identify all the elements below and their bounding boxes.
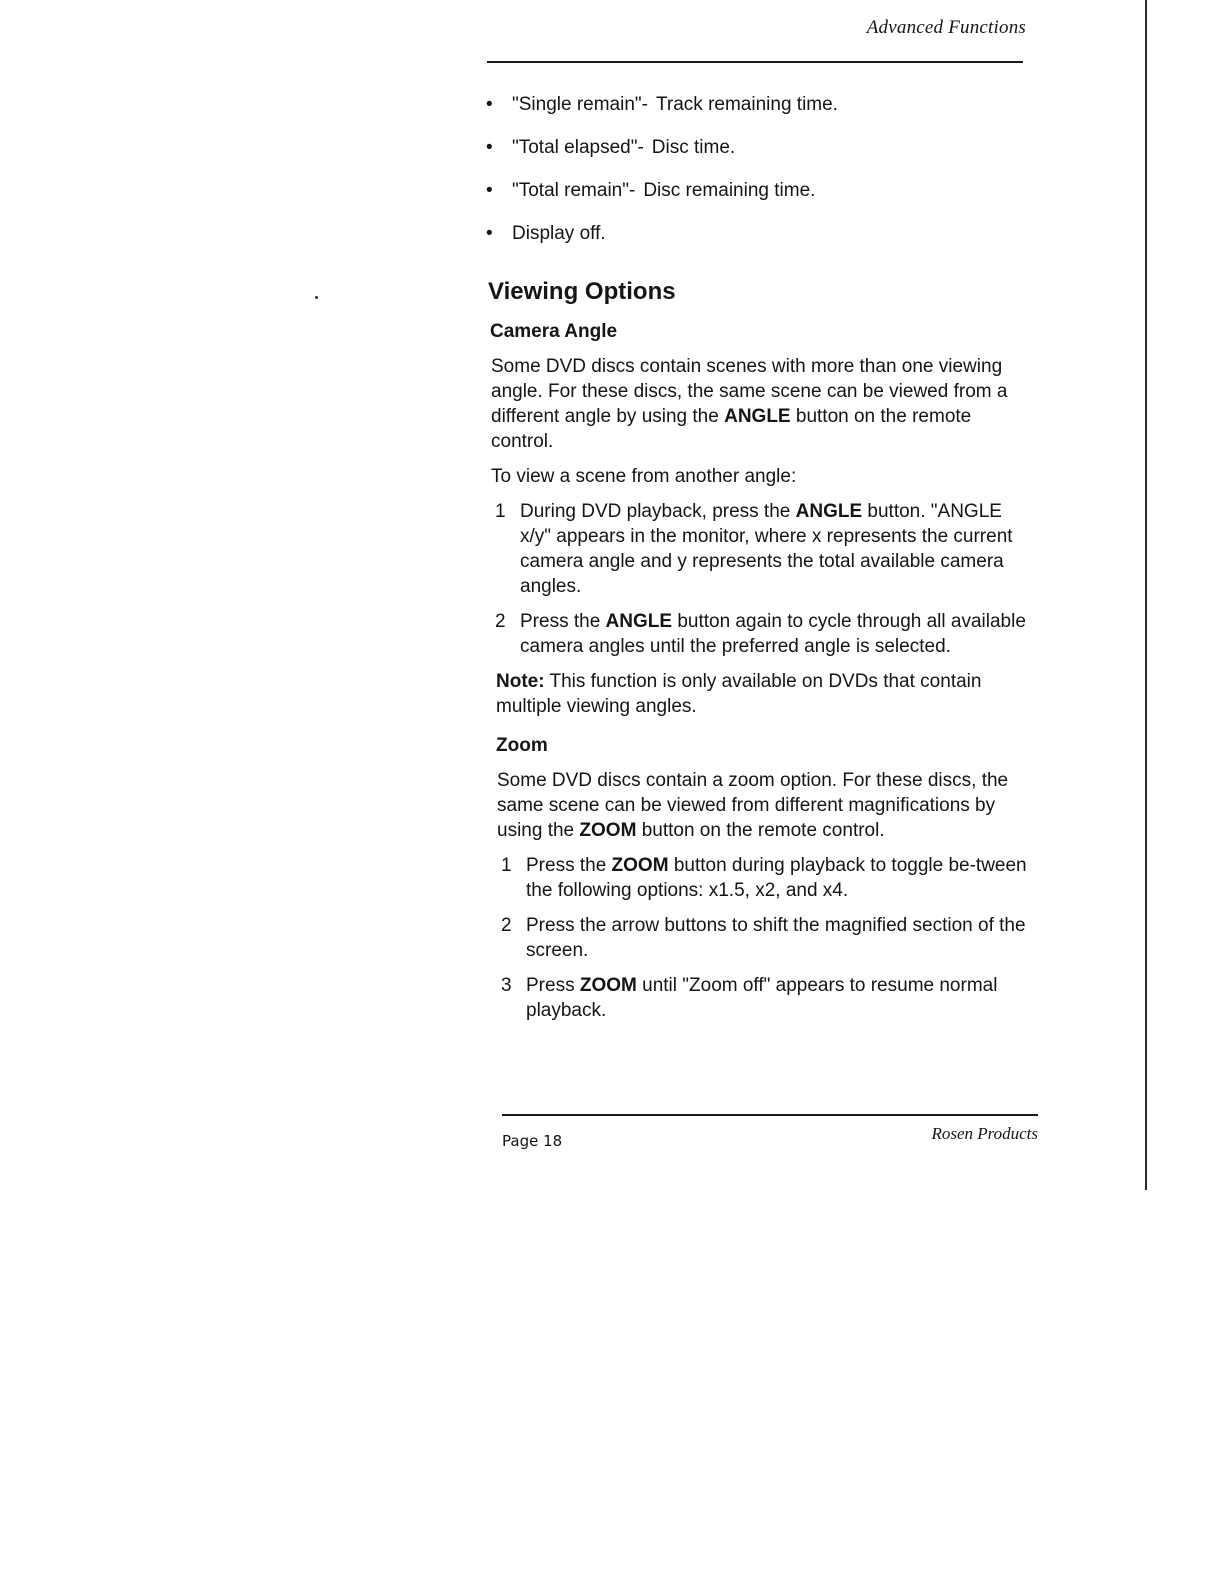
footer-rule	[502, 1114, 1038, 1116]
list-item-term: "Total remain"-	[512, 180, 636, 201]
step-keyword: ANGLE	[795, 501, 863, 522]
bullet-icon: •	[486, 180, 493, 201]
page-number: Page 18	[502, 1132, 563, 1150]
intro-text: button on the remote control.	[491, 406, 972, 452]
subheading-camera-angle: Camera Angle	[490, 321, 618, 342]
zoom-steps	[501, 853, 1046, 1023]
page-content	[486, 92, 1046, 1033]
scan-speck	[315, 296, 318, 299]
running-header: Advanced Functions	[866, 17, 1026, 38]
step-text: During DVD playback, press the	[520, 501, 791, 522]
step-keyword: ZOOM	[579, 975, 637, 996]
note-text: This function is only available on DVDs that contain multiple viewing angles.	[496, 671, 982, 717]
intro-text: button on the remote control.	[641, 820, 885, 841]
list-item-term: "Single remain"-	[512, 94, 648, 115]
step-number: 1	[495, 501, 506, 522]
step-item	[495, 609, 1030, 659]
bullet-icon: •	[486, 94, 493, 115]
step-number: 2	[495, 611, 506, 632]
step-text: until "Zoom off" appears to resume normal playback.	[526, 975, 998, 1021]
camera-angle-note	[496, 669, 1026, 719]
bullet-icon: •	[486, 137, 493, 158]
intro-keyword: ZOOM	[579, 820, 637, 841]
list-item	[486, 221, 1046, 264]
step-text: Press the	[526, 855, 607, 876]
step-number: 3	[501, 975, 512, 996]
step-text: Press	[526, 975, 575, 996]
step-number: 2	[501, 915, 512, 936]
step-item	[495, 499, 1030, 599]
list-item	[486, 178, 1046, 221]
step-keyword: ANGLE	[605, 611, 673, 632]
camera-angle-lead: To view a scene from another angle:	[491, 466, 797, 487]
step-text: button during playback to toggle be-tween the following options: x1.5, x2, and x4.	[526, 855, 1027, 901]
section-heading-viewing-options: Viewing Options	[488, 278, 676, 305]
step-text: button. "ANGLE x/y" appears in the monitor, where x represents the current camera angle and y represents the total available camera angles.	[520, 501, 1013, 597]
step-text: Press the	[520, 611, 601, 632]
intro-keyword: ANGLE	[724, 406, 791, 427]
intro-text: Some DVD discs contain a zoom option. For these discs, the same scene can be viewed from different magnifications by using the	[497, 770, 1009, 841]
list-item	[486, 135, 1046, 178]
step-keyword: ZOOM	[611, 855, 669, 876]
subheading-zoom: Zoom	[496, 735, 548, 756]
list-item-desc: Track remaining time.	[656, 94, 838, 115]
intro-text: Some DVD discs contain scenes with more than one viewing angle. For these discs, the same scene can be viewed from a different angle by using the	[491, 356, 1008, 427]
camera-angle-intro	[491, 354, 1031, 454]
bullet-icon: •	[486, 223, 493, 244]
step-item	[501, 853, 1036, 903]
display-mode-list	[486, 92, 1046, 264]
list-item-desc: Disc time.	[651, 137, 736, 158]
note-label: Note:	[496, 671, 545, 692]
list-item	[486, 92, 1046, 135]
footer-brand: Rosen Products	[931, 1124, 1038, 1143]
step-item	[501, 973, 1036, 1023]
step-item	[501, 913, 1036, 963]
list-item-term: "Total elapsed"-	[512, 137, 644, 158]
step-text: Press the arrow buttons to shift the magnified section of the screen.	[526, 915, 1026, 961]
step-number: 1	[501, 855, 512, 876]
list-item-desc: Display off.	[512, 223, 606, 244]
step-text: button again to cycle through all available camera angles until the preferred angle is selected.	[520, 611, 1026, 657]
scan-edge-line	[1145, 0, 1147, 1190]
zoom-intro	[497, 768, 1037, 843]
header-rule	[487, 61, 1023, 63]
list-item-desc: Disc remaining time.	[643, 180, 816, 201]
camera-angle-steps	[495, 499, 1046, 659]
